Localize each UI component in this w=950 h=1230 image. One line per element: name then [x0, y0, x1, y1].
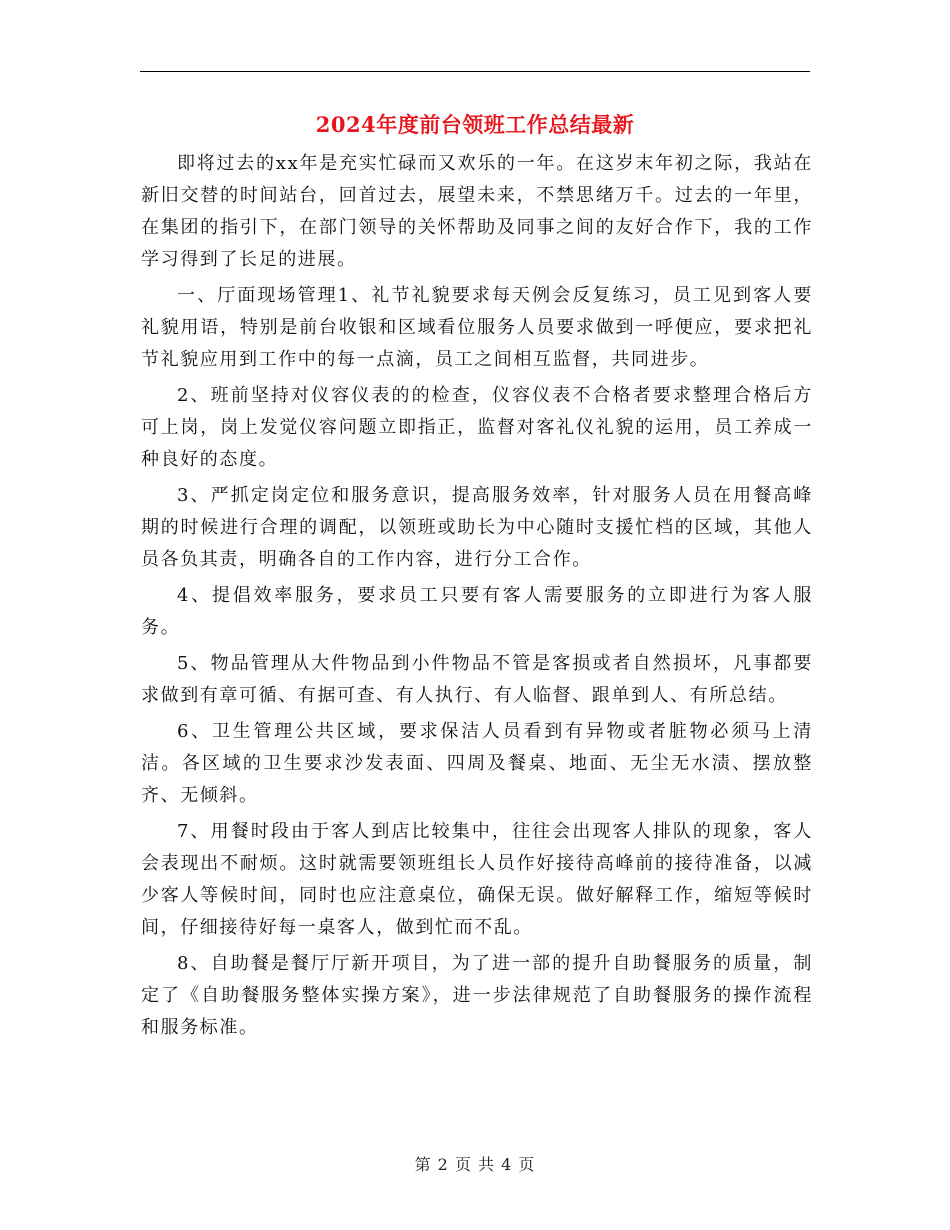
- document-body: [141, 148, 813, 1048]
- document-title: 2024年度前台领班工作总结最新: [315, 112, 635, 137]
- paragraph-4: 4、提倡效率服务，要求员工只要有客人需要服务的立即进行为客人服务。: [141, 585, 813, 638]
- paragraph-8: 8、自助餐是餐厅厅新开项目，为了进一部的提升自助餐服务的质量，制定了《自助餐服务整体实操方案》，进一步法律规范了自助餐服务的操作流程和服务标准。: [141, 953, 813, 1038]
- paragraph-2: 2、班前坚持对仪容仪表的的检查，仪容仪表不合格者要求整理合格后方可上岗，岗上发觉仪容问题立即指正，监督对客礼仪礼貌的运用，员工养成一种良好的态度。: [141, 385, 813, 470]
- paragraph-5: 5、物品管理从大件物品到小件物品不管是客损或者自然损坏，凡事都要求做到有章可循、有据可查、有人执行、有人临督、跟单到人、有所总结。: [141, 653, 813, 706]
- paragraph-intro: 即将过去的xx年是充实忙碌而又欢乐的一年。在这岁末年初之际，我站在新旧交替的时间站台，回首过去，展望未来，不禁思绪万千。过去的一年里，在集团的指引下，在部门领导的关怀帮助及同事之间的友好合作下，我的工作学习得到了长足的进展。: [141, 153, 813, 270]
- paragraph-7: 7、用餐时段由于客人到店比较集中，往往会出现客人排队的现象，客人会表现出不耐烦。这时就需要领班组长人员作好接待高峰前的接待准备，以减少客人等候时间，同时也应注意桌位，确保无误。做好解释工作，缩短等候时间，仔细接待好每一桌客人，做到忙而不乱。: [141, 821, 813, 938]
- paragraph-3: 3、严抓定岗定位和服务意识，提高服务效率，针对服务人员在用餐高峰期的时候进行合理的调配，以领班或助长为中心随时支援忙档的区域，其他人员各负其责，明确各自的工作内容，进行分工合作。: [141, 485, 813, 570]
- page-number: 第 2 页 共 4 页: [414, 1155, 536, 1174]
- paragraph-6: 6、卫生管理公共区域，要求保洁人员看到有异物或者脏物必须马上清洁。各区域的卫生要求沙发表面、四周及餐桌、地面、无尘无水渍、摆放整齐、无倾斜。: [141, 721, 813, 806]
- paragraph-1: 一、厅面现场管理1、礼节礼貌要求每天例会反复练习，员工见到客人要礼貌用语，特别是前台收银和区域看位服务人员要求做到一呼便应，要求把礼节礼貌应用到工作中的每一点滴，员工之间相互监督，共同进步。: [141, 285, 813, 370]
- header-rule: [140, 71, 810, 72]
